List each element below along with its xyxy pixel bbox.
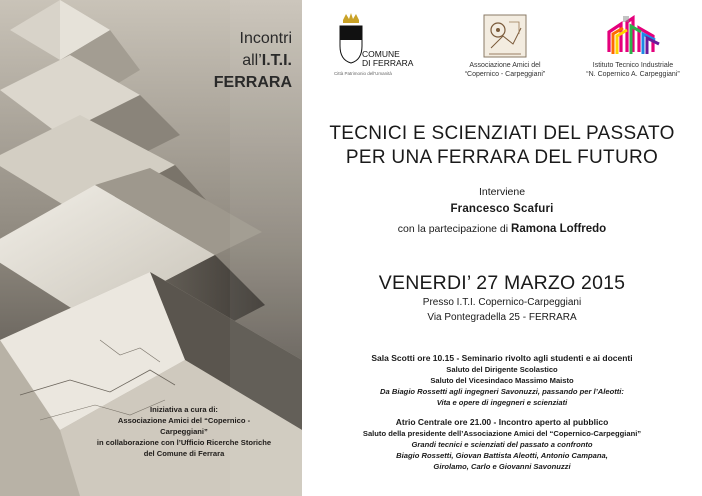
comune-name-line2: DI FERRARA xyxy=(362,58,414,68)
comune-name xyxy=(362,50,413,68)
session-topic-line: Biagio Rossetti, Giovan Battista Aleotti, Antonio Campana, xyxy=(396,451,608,460)
venue-address: Via Pontegradella 25 - FERRARA xyxy=(427,312,577,323)
iti-name-line1: Istituto Tecnico Industriale xyxy=(592,62,674,69)
credits-line: del Comune di Ferrara xyxy=(143,449,225,458)
speaker-name: Francesco Scafuri xyxy=(450,203,554,215)
comune-logo xyxy=(334,12,424,82)
amici-name-line1: Associazione Amici del xyxy=(469,62,541,69)
session-time: Sala Scotti ore 10.15 xyxy=(371,353,455,363)
speaker-intro: Interviene xyxy=(478,186,526,198)
series-title-iti: I.T.I. xyxy=(261,52,292,69)
cover-photo-panel xyxy=(0,0,302,496)
morning-session xyxy=(302,353,702,408)
event-title-line1: TECNICI E SCIENZIATI DEL PASSATO xyxy=(329,123,675,144)
participation-line xyxy=(302,223,702,235)
credits-line: Iniziativa a cura di: xyxy=(150,405,218,414)
session-line: Saluto del Vicesindaco Massimo Maisto xyxy=(430,376,574,385)
comune-subtitle: Città Patrimonio dell'Umanità xyxy=(334,71,392,76)
event-title xyxy=(302,122,702,170)
session-topic-line: Da Biagio Rossetti agli ingegneri Savonuzzi, passando per l’Aleotti: xyxy=(380,387,624,396)
session-line: Saluto della presidente dell’Associazione Amici del “Copernico-Carpeggiani” xyxy=(362,429,642,438)
session-heading xyxy=(302,353,702,364)
amici-logo xyxy=(440,14,570,79)
series-title-line1: Incontri xyxy=(239,30,292,47)
session-description: - Seminario rivolto agli studenti e ai docenti xyxy=(454,353,633,363)
session-topic-line: Girolamo, Carlo e Giovanni Savonuzzi xyxy=(433,462,571,471)
series-title-line2 xyxy=(214,50,292,72)
organizer-credits xyxy=(96,404,272,459)
session-description: - Incontro aperto al pubblico xyxy=(491,417,609,427)
comune-name-line1: COMUNE xyxy=(362,49,400,59)
venue-name: Presso I.T.I. Copernico-Carpeggiani xyxy=(422,297,582,308)
series-title-line3: FERRARA xyxy=(213,74,292,91)
series-title-prefix: all’ xyxy=(242,52,262,69)
event-title-line2: PER UNA FERRARA DEL FUTURO xyxy=(345,147,659,168)
participation-prefix: con la partecipazione di xyxy=(397,223,509,235)
session-heading xyxy=(302,417,702,428)
session-time: Atrio Centrale ore 21.00 xyxy=(395,417,492,427)
participant-name: Ramona Loffredo xyxy=(511,223,607,235)
rainbow-building-icon xyxy=(603,14,663,58)
event-date: VENERDI’ 27 MARZO 2015 xyxy=(378,272,626,294)
engraving-emblem-icon xyxy=(483,14,527,58)
series-title xyxy=(214,28,292,94)
amici-name-line2: “Copernico - Carpeggiani” xyxy=(464,70,546,78)
session-line: Saluto del Dirigente Scolastico xyxy=(446,365,558,374)
session-topic-line: Vita e opere di ingegneri e scienziati xyxy=(436,398,568,407)
evening-session xyxy=(302,417,702,472)
iti-logo xyxy=(568,14,698,79)
comune-crest-icon xyxy=(338,12,364,64)
credits-line: Associazione Amici del “Copernico - Carpeggiani” xyxy=(117,416,251,436)
session-topic-line: Grandi tecnici e scienziati del passato a confronto xyxy=(411,440,593,449)
credits-line: in collaborazione con l’Ufficio Ricerche Storiche xyxy=(96,438,272,447)
iti-name-line2: “N. Copernico A. Carpeggiani” xyxy=(586,70,680,78)
